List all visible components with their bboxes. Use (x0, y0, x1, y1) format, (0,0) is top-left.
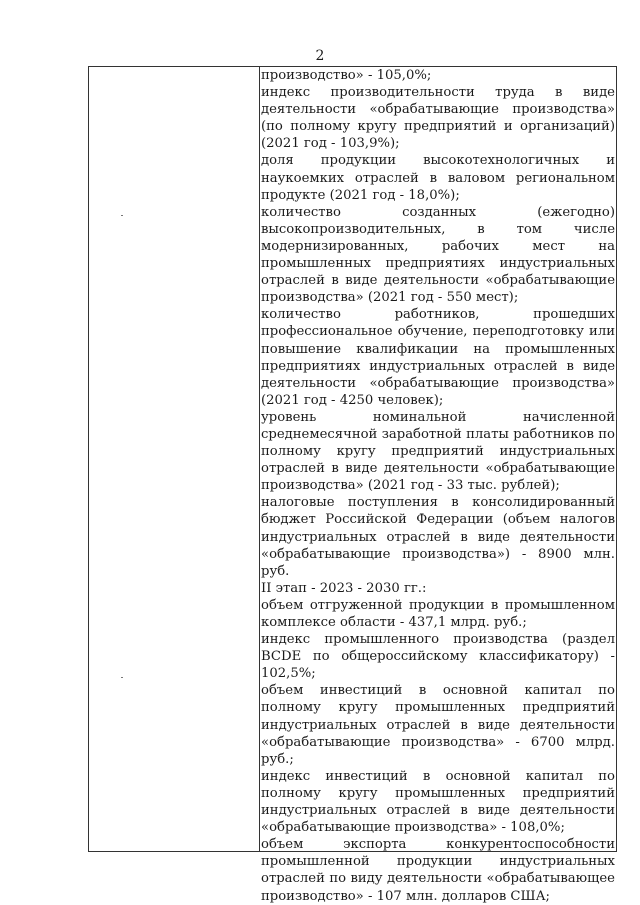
indicator-item: объем отгруженной продукции в промышленном комплексе области - 437,1 млрд. руб.; (261, 597, 615, 630)
indicator-item: индекс производительности труда в виде деятельности «обрабатывающие производства» (по полному кругу предприятий и организаций) (2021 год - 103,9%); (261, 85, 615, 152)
indicator-item: налоговые поступления в консолидированный бюджет Российской Федерации (объем налогов индустриальных отраслей в виде деятельности «обрабатывающие производства») - 8900 млн. руб. (261, 495, 615, 579)
indicator-item: объем экспорта конкурентоспособности промышленной продукции индустриальных отраслей по виду деятельности «обрабатывающее производство» - 107 млн. долларов США; (261, 837, 615, 904)
indicator-item: индекс промышленного производства (раздел BCDE по общероссийскому классификатору) - 102,5%; (261, 632, 615, 682)
indicator-item: объем инвестиций в основной капитал по полному кругу промышленных предприятий индустриальных отраслей в виде деятельности «обрабатывающие производства» - 6700 млрд. руб.; (261, 683, 615, 767)
indicator-item: количество созданных (ежегодно) высокопроизводительных, в том числе модернизированных, рабочих мест на промышленных предприятиях индустриальных отраслей в виде деятельности «обрабатывающие производства» (2021 год - 550 мест); (261, 204, 615, 306)
indicator-item: индекс инвестиций в основной капитал по полному кругу промышленных предприятий индустриальных отраслей в виде деятельности «обрабатывающие производства» - 108,0%; (261, 768, 615, 836)
indicator-item: производство» - 105,0%; (261, 68, 432, 83)
column-divider (259, 67, 260, 851)
stage-heading: II этап - 2023 - 2030 гг.: (261, 580, 427, 596)
indicator-item: доля продукции высокотехнологичных и наукоемких отраслей в валовом региональном продукте (2021 год - 18,0%); (261, 153, 615, 203)
indicator-item: количество работников, прошедших профессиональное обучение, переподготовку или повышение квалификации на промышленных предприятиях индустриальных отраслей в виде деятельности «обрабатывающие производства» (2021 год - 4250 человек); (261, 307, 615, 408)
indicator-item: уровень номинальной начисленной среднемесячной заработной платы работников по полному кругу предприятий индустриальных отраслей в виде деятельности «обрабатывающие производства» (2021 год - 33 тыс. рублей); (261, 409, 615, 494)
page-number: 2 (315, 48, 325, 64)
indicators-table (88, 66, 617, 904)
table-left-column (89, 67, 259, 851)
scan-artifact (121, 677, 123, 678)
scan-artifact (121, 215, 123, 216)
table-right-column (261, 67, 615, 904)
